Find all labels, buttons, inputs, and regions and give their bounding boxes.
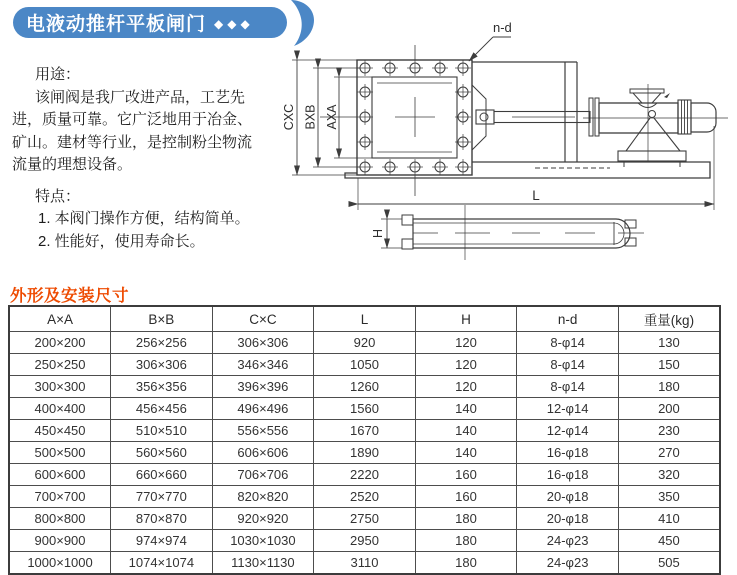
table-cell: 350 <box>618 486 720 508</box>
table-cell: 2220 <box>314 464 416 486</box>
table-cell: 200 <box>618 398 720 420</box>
table-cell: 1030×1030 <box>212 530 314 552</box>
table-cell: 270 <box>618 442 720 464</box>
nd-callout <box>469 20 512 61</box>
table-cell: 1260 <box>314 376 416 398</box>
dimensions-table <box>8 305 721 575</box>
title-banner <box>13 7 287 38</box>
table-row <box>9 398 720 420</box>
table-cell: 400×400 <box>9 398 111 420</box>
table-row <box>9 376 720 398</box>
table-header-cell: 重量(kg) <box>618 306 720 332</box>
feature-list <box>12 208 284 253</box>
table-cell: 16-φ18 <box>517 442 619 464</box>
table-cell: 180 <box>415 552 517 575</box>
bxb-label: BXB <box>303 104 318 130</box>
table-cell: 700×700 <box>9 486 111 508</box>
table-cell: 20-φ18 <box>517 508 619 530</box>
usage-paragraph <box>12 87 284 177</box>
table-cell: 300×300 <box>9 376 111 398</box>
table-cell: 130 <box>618 332 720 354</box>
table-cell: 600×600 <box>9 464 111 486</box>
table-cell: 8-φ14 <box>517 376 619 398</box>
table-cell: 450 <box>618 530 720 552</box>
table-cell: 560×560 <box>111 442 213 464</box>
table-cell: 1074×1074 <box>111 552 213 575</box>
table-cell: 556×556 <box>212 420 314 442</box>
table-cell: 510×510 <box>111 420 213 442</box>
table-cell: 20-φ18 <box>517 486 619 508</box>
table-row <box>9 530 720 552</box>
intro-text <box>12 64 284 253</box>
table-cell: 456×456 <box>111 398 213 420</box>
table-cell: 1130×1130 <box>212 552 314 575</box>
table-cell: 660×660 <box>111 464 213 486</box>
table-header-cell: C×C <box>212 306 314 332</box>
table-cell: 180 <box>618 376 720 398</box>
table-cell: 8-φ14 <box>517 354 619 376</box>
table-cell: 1670 <box>314 420 416 442</box>
table-cell: 3110 <box>314 552 416 575</box>
table-cell: 120 <box>415 354 517 376</box>
table-cell: 1560 <box>314 398 416 420</box>
table-cell: 12-φ14 <box>517 420 619 442</box>
feature-item: 2. 性能好，使用寿命长。 <box>38 232 205 250</box>
motor-outline <box>691 103 716 132</box>
table-row <box>9 464 720 486</box>
table-cell: 12-φ14 <box>517 398 619 420</box>
table-cell: 870×870 <box>111 508 213 530</box>
axa-label: AXA <box>325 104 339 130</box>
nd-label: n-d <box>493 20 512 35</box>
table-cell: 306×306 <box>212 332 314 354</box>
table-cell: 346×346 <box>212 354 314 376</box>
table-cell: 2750 <box>314 508 416 530</box>
table-cell: 200×200 <box>9 332 111 354</box>
table-cell: 820×820 <box>212 486 314 508</box>
table-cell: 120 <box>415 376 517 398</box>
table-header-cell: A×A <box>9 306 111 332</box>
table-cell: 900×900 <box>9 530 111 552</box>
table-cell: 2520 <box>314 486 416 508</box>
usage-line: 进，质量可靠。它广泛地用于冶金、 <box>12 111 253 128</box>
feature-item: 1. 本阀门操作方便，结构简单。 <box>38 210 250 227</box>
table-cell: 250×250 <box>9 354 111 376</box>
gate-side-view <box>371 205 644 260</box>
usage-line: 该闸阀是我厂改进产品，工艺先 <box>35 88 246 106</box>
table-cell: 770×770 <box>111 486 213 508</box>
table-cell: 1890 <box>314 442 416 464</box>
table-header-cell: H <box>415 306 517 332</box>
table-cell: 230 <box>618 420 720 442</box>
table-row <box>9 552 720 575</box>
table-cell: 320 <box>618 464 720 486</box>
table-cell: 450×450 <box>9 420 111 442</box>
table-header-cell: B×B <box>111 306 213 332</box>
table-cell: 800×800 <box>9 508 111 530</box>
usage-label: 用途： <box>35 66 81 83</box>
table-cell: 706×706 <box>212 464 314 486</box>
table-cell: 24-φ23 <box>517 552 619 575</box>
table-cell: 120 <box>415 332 517 354</box>
section-title: 外形及安装尺寸 <box>10 287 129 305</box>
table-cell: 1000×1000 <box>9 552 111 575</box>
table-row <box>9 420 720 442</box>
features-label: 特点： <box>35 187 81 205</box>
table-cell: 140 <box>415 398 517 420</box>
table-row <box>9 508 720 530</box>
table-cell: 410 <box>618 508 720 530</box>
table-cell: 974×974 <box>111 530 213 552</box>
usage-line: 流量的理想设备。 <box>12 156 133 173</box>
table-row <box>9 442 720 464</box>
table-cell: 606×606 <box>212 442 314 464</box>
table-cell: 356×356 <box>111 376 213 398</box>
l-label: L <box>532 188 540 203</box>
table-cell: 1050 <box>314 354 416 376</box>
table-cell: 160 <box>415 486 517 508</box>
cxc-label: CXC <box>282 103 296 131</box>
dimensions-table-body <box>9 332 720 575</box>
table-cell: 920×920 <box>212 508 314 530</box>
table-cell: 140 <box>415 442 517 464</box>
table-row <box>9 486 720 508</box>
table-header-cell: n-d <box>517 306 619 332</box>
usage-line: 矿山。建材等行业，是控制粉尘物流 <box>12 133 253 151</box>
table-cell: 150 <box>618 354 720 376</box>
table-cell: 16-φ18 <box>517 464 619 486</box>
technical-drawing <box>280 10 737 280</box>
actuator <box>583 84 728 167</box>
table-cell: 2950 <box>314 530 416 552</box>
table-cell: 160 <box>415 464 517 486</box>
table-cell: 180 <box>415 530 517 552</box>
table-cell: 180 <box>415 508 517 530</box>
table-cell: 505 <box>618 552 720 575</box>
table-cell: 920 <box>314 332 416 354</box>
diamond-icons: ◆◆◆ <box>214 17 254 31</box>
left-dimensions <box>282 60 372 175</box>
gate-and-rod <box>472 85 590 150</box>
table-row <box>9 332 720 354</box>
page-title: 电液动推杆平板闸门 <box>26 14 207 35</box>
table-cell: 500×500 <box>9 442 111 464</box>
dimensions-table-head-row <box>9 306 720 332</box>
table-cell: 306×306 <box>111 354 213 376</box>
table-cell: 24-φ23 <box>517 530 619 552</box>
table-cell: 140 <box>415 420 517 442</box>
table-cell: 8-φ14 <box>517 332 619 354</box>
table-header-cell: L <box>314 306 416 332</box>
table-cell: 256×256 <box>111 332 213 354</box>
table-row <box>9 354 720 376</box>
h-label: H <box>371 228 385 239</box>
table-cell: 396×396 <box>212 376 314 398</box>
table-cell: 496×496 <box>212 398 314 420</box>
